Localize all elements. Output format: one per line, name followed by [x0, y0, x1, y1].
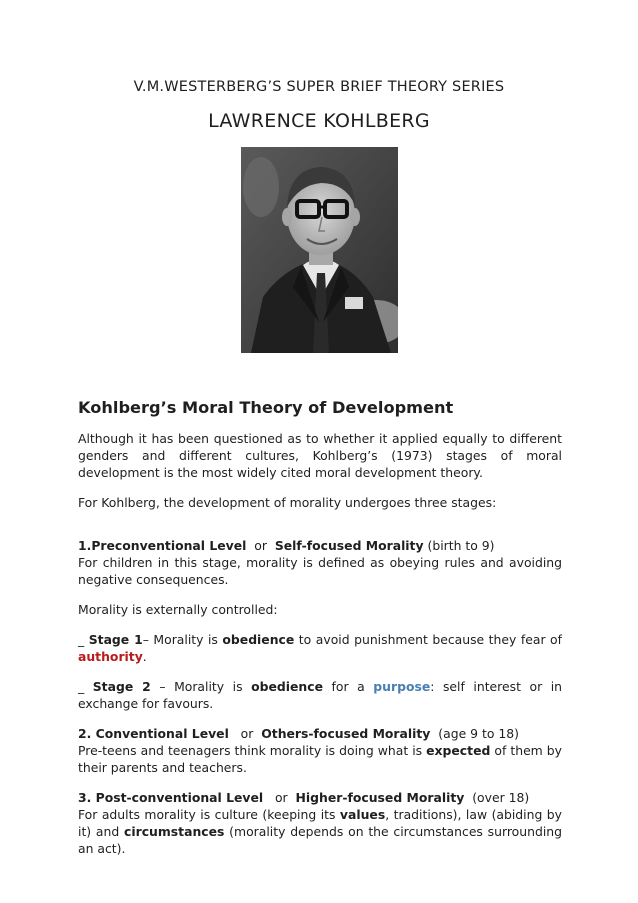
stage2-obedience: obedience — [251, 679, 323, 694]
level2-or: or — [240, 726, 254, 741]
level3-alt: Higher-focused Morality — [295, 790, 465, 805]
level1-description: For children in this stage, morality is defined as obeying rules and avoiding negative consequences. — [78, 555, 562, 587]
level3-or: or — [274, 790, 288, 805]
three-stages-paragraph: For Kohlberg, the development of morality undergoes three stages: — [78, 495, 497, 510]
level2-alt: Others-focused Morality — [261, 726, 431, 741]
stage1-label: Stage 1 — [88, 632, 143, 647]
level3-values: values — [339, 807, 386, 822]
level2-expected: expected — [426, 743, 491, 758]
level1-external: Morality is externally controlled: — [78, 602, 278, 617]
stage2-paragraph: _ Stage 2 – Morality is obedience for a purpose: self interest or in exchange for favours. — [78, 679, 563, 711]
level1-or: or — [254, 538, 267, 553]
level1-heading — [78, 537, 562, 554]
level3-description: For adults morality is culture (keeping its values, traditions), law (abiding by it) and circumstances (morality depends on the circumstances surrounding an act). — [78, 807, 562, 856]
section-heading: Kohlberg’s Moral Theory of Development — [78, 398, 454, 417]
stage1-authority: authority — [78, 649, 143, 664]
level2-description: Pre-teens and teenagers think morality is doing what is expected of them by their parents and teachers. — [78, 743, 562, 775]
stage1-obedience: obedience — [222, 632, 295, 647]
level1-age: (birth to 9) — [427, 538, 495, 553]
level3-title: 3. Post-conventional Level — [78, 790, 264, 805]
document-body — [78, 398, 562, 870]
level1-alt: Self-focused Morality — [274, 538, 424, 553]
level3-age: (over 18) — [472, 790, 530, 805]
stage2-purpose: purpose — [373, 679, 431, 694]
series-title: V.M.WESTERBERG’S SUPER BRIEF THEORY SERIES — [133, 79, 505, 95]
stage1-paragraph: _ Stage 1– Morality is obedience to avoid punishment because they fear of authority. — [78, 632, 562, 664]
level2-heading — [78, 725, 562, 742]
level3-heading — [78, 789, 562, 806]
level1-title: 1.Preconventional Level — [78, 538, 247, 553]
page-title: LAWRENCE KOHLBERG — [208, 110, 430, 132]
level3-circumstances: circumstances — [124, 824, 225, 839]
intro-paragraph: Although it has been questioned as to whether it applied equally to different genders and different cultures, Kohlberg’s (1973) stages of moral development is the most widely cited moral development theory. — [78, 431, 562, 480]
portrait-photo — [241, 147, 398, 353]
stage2-label: Stage 2 — [92, 679, 151, 694]
level2-age: (age 9 to 18) — [438, 726, 519, 741]
level2-title: 2. Conventional Level — [78, 726, 229, 741]
